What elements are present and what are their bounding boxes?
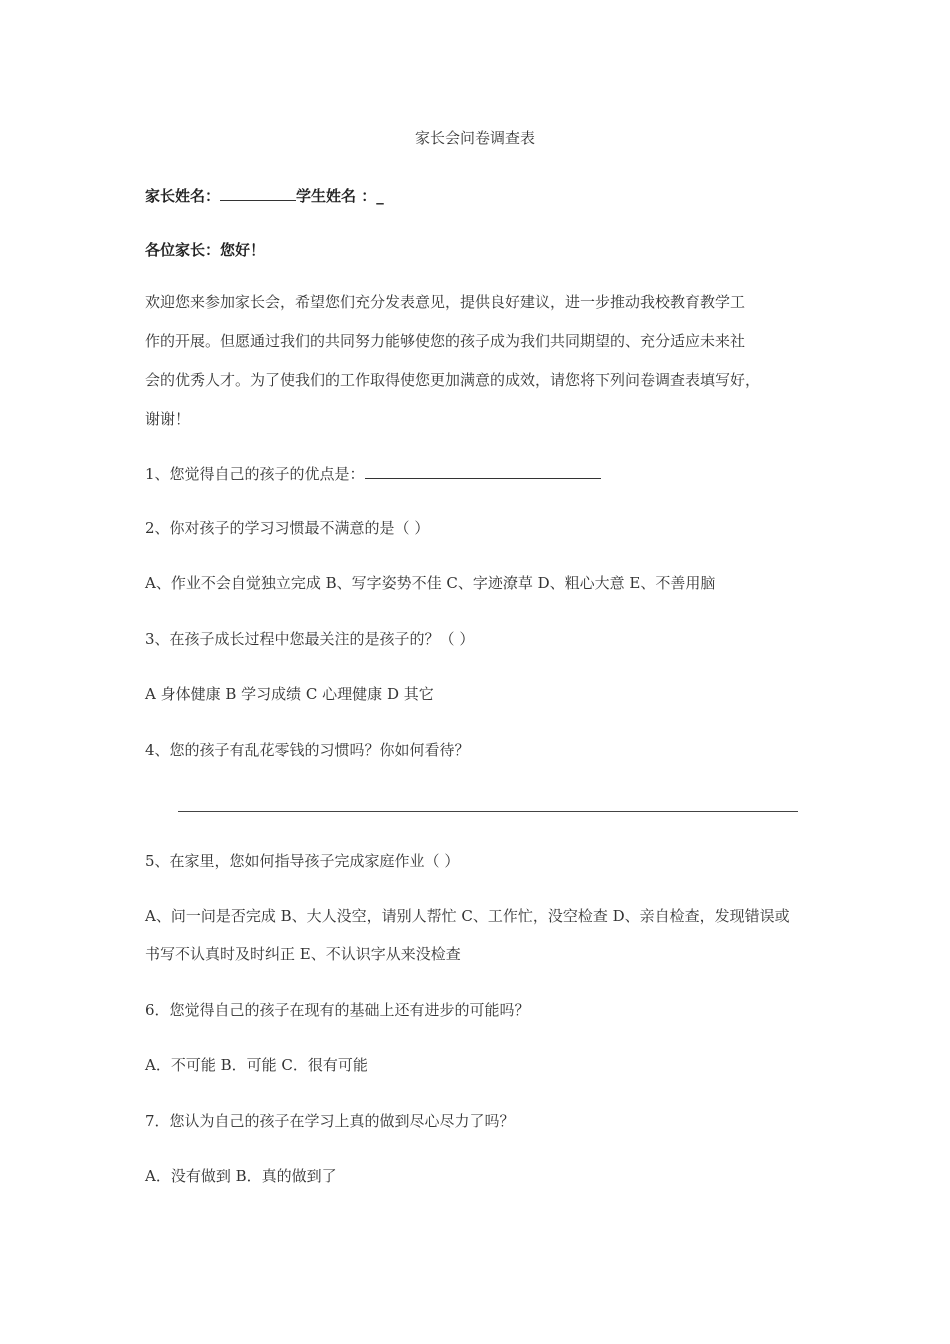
greeting: 各位家长：您好！ bbox=[145, 241, 266, 259]
parent-name-blank[interactable] bbox=[220, 185, 296, 201]
question-1-answer-blank[interactable] bbox=[365, 463, 601, 479]
question-4: 4、您的孩子有乱花零钱的习惯吗？你如何看待？ bbox=[145, 741, 470, 759]
question-1-text: 1、您觉得自己的孩子的优点是： bbox=[145, 465, 365, 483]
question-6: 6．您觉得自己的孩子在现有的基础上还有进步的可能吗？ bbox=[145, 1001, 530, 1019]
question-5-options-line-1: A、问一问是否完成 B、大人没空，请别人帮忙 C、工作忙，没空检查 D、亲自检查，发现错误或 bbox=[145, 907, 790, 925]
question-4-answer-line[interactable] bbox=[178, 811, 798, 812]
intro-line: 欢迎您来参加家长会，希望您们充分发表意见，提供良好建议，进一步推动我校教育教学工 bbox=[145, 293, 746, 311]
parent-name-label: 家长姓名： bbox=[145, 187, 221, 205]
question-5-options-line-2: 书写不认真时及时纠正 E、不认识字从来没检查 bbox=[145, 945, 461, 963]
question-7-options: A．没有做到 B．真的做到了 bbox=[145, 1167, 337, 1185]
intro-line: 谢谢！ bbox=[145, 410, 191, 428]
question-2: 2、你对孩子的学习习惯最不满意的是（ ） bbox=[145, 519, 430, 537]
question-7: 7．您认为自己的孩子在学习上真的做到尽心尽力了吗？ bbox=[145, 1112, 515, 1130]
document-title: 家长会问卷调查表 bbox=[414, 129, 535, 147]
question-6-options: A．不可能 B．可能 C．很有可能 bbox=[145, 1056, 368, 1074]
question-1 bbox=[145, 463, 601, 484]
question-5: 5、在家里，您如何指导孩子完成家庭作业（ ） bbox=[145, 852, 460, 870]
name-info-line bbox=[145, 185, 384, 206]
student-name-label: 学生姓名 ： bbox=[296, 187, 377, 205]
student-name-blank[interactable]: _ bbox=[376, 187, 384, 205]
question-3: 3、在孩子成长过程中您最关注的是孩子的？（ ） bbox=[145, 630, 475, 648]
intro-paragraph bbox=[145, 283, 815, 439]
intro-line: 作的开展。但愿通过我们的共同努力能够使您的孩子成为我们共同期望的、充分适应未来社 bbox=[145, 332, 746, 350]
intro-line: 会的优秀人才。为了使我们的工作取得使您更加满意的成效，请您将下列问卷调查表填写好， bbox=[145, 371, 761, 389]
question-3-options: A 身体健康 B 学习成绩 C 心理健康 D 其它 bbox=[145, 685, 434, 703]
question-2-options: A、作业不会自觉独立完成 B、写字姿势不佳 C、字迹潦草 D、粗心大意 E、不善用脑 bbox=[145, 574, 716, 592]
